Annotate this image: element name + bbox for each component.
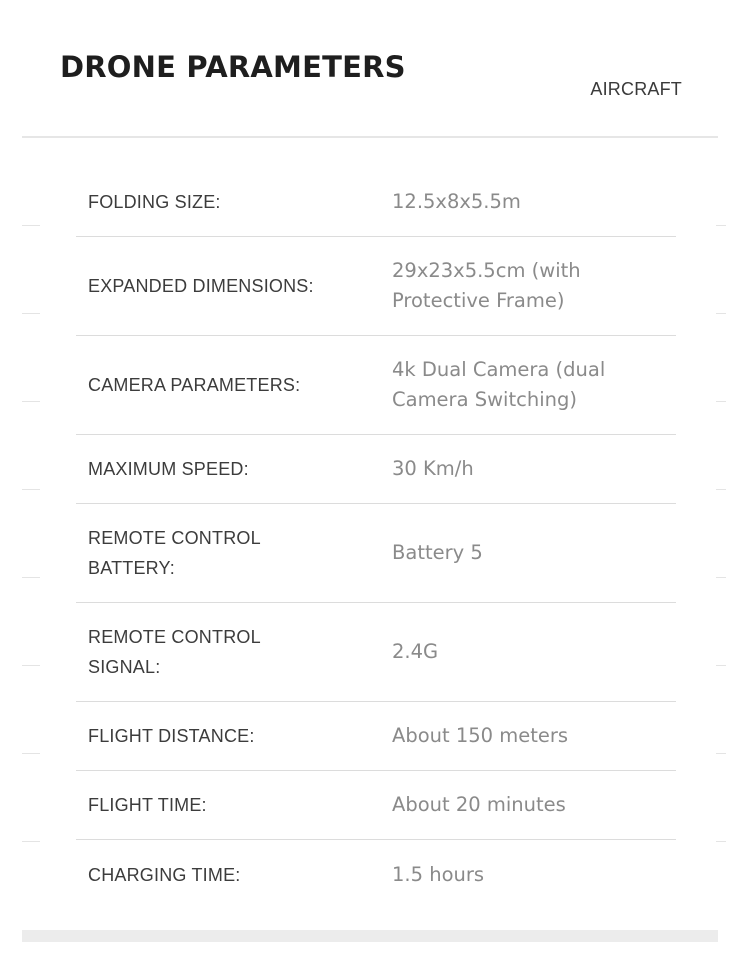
margin-tick	[22, 753, 40, 754]
spec-label: FOLDING SIZE:	[88, 192, 221, 212]
spec-row-remote-control-signal	[76, 603, 676, 702]
margin-tick	[22, 577, 40, 578]
spec-table-area	[22, 138, 718, 930]
spec-label: MAXIMUM SPEED:	[88, 459, 249, 479]
spec-label: REMOTE CONTROL BATTERY:	[88, 528, 261, 578]
margin-tick	[716, 577, 726, 578]
margin-tick	[716, 489, 726, 490]
margin-tick	[716, 665, 726, 666]
margin-tick	[22, 489, 40, 490]
margin-tick	[716, 841, 726, 842]
spec-row-folding-size	[76, 168, 676, 237]
spec-label: CHARGING TIME:	[88, 864, 241, 885]
spec-label: REMOTE CONTROL SIGNAL:	[88, 627, 261, 677]
spec-row-flight-time	[76, 771, 676, 840]
spec-value: About 150 meters	[392, 724, 569, 747]
section-tag: AIRCRAFT	[590, 79, 682, 99]
footer-divider	[22, 930, 718, 942]
margin-tick	[716, 225, 726, 226]
spec-value: 12.5x8x5.5m	[392, 190, 521, 213]
spec-row-expanded-dimensions	[76, 237, 676, 336]
spec-value: Battery 5	[392, 541, 483, 564]
spec-value: 2.4G	[392, 640, 439, 663]
spec-row-camera-parameters	[76, 336, 676, 435]
margin-tick	[22, 841, 40, 842]
spec-row-maximum-speed	[76, 435, 676, 504]
spec-row-charging-time	[76, 840, 676, 909]
margin-tick	[716, 753, 726, 754]
spec-value: 4k Dual Camera (dual Camera Switching)	[392, 358, 606, 411]
spec-row-remote-control-battery	[76, 504, 676, 603]
spec-row-flight-distance	[76, 702, 676, 771]
margin-tick	[716, 401, 726, 402]
spec-value: About 20 minutes	[392, 793, 566, 816]
spec-value: 1.5 hours	[392, 862, 485, 886]
margin-tick	[22, 401, 40, 402]
spec-label: CAMERA PARAMETERS:	[88, 375, 301, 395]
spec-label: FLIGHT TIME:	[88, 795, 207, 815]
margin-tick	[22, 225, 40, 226]
spec-table	[76, 168, 676, 909]
margin-tick	[22, 313, 40, 314]
spec-label: FLIGHT DISTANCE:	[88, 726, 255, 746]
margin-tick	[716, 313, 726, 314]
spec-value: 30 Km/h	[392, 457, 474, 480]
spec-label: EXPANDED DIMENSIONS:	[88, 276, 314, 296]
margin-tick	[22, 665, 40, 666]
spec-value: 29x23x5.5cm (with Protective Frame)	[392, 259, 581, 312]
page-title: DRONE PARAMETERS	[60, 50, 406, 84]
